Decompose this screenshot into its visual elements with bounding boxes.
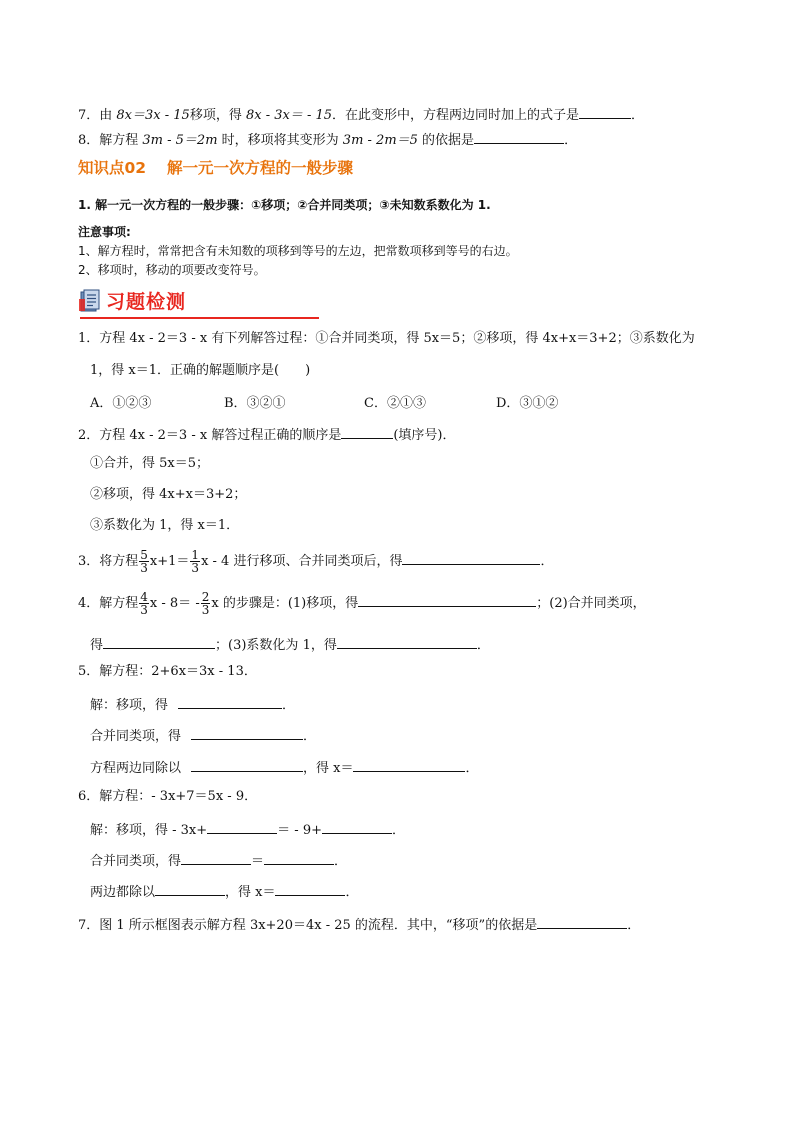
q1-option-d[interactable]: D．③①②: [496, 396, 559, 411]
knowledge-heading: 知识点02 解一元一次方程的一般步骤: [78, 159, 353, 177]
q5-text-l3b: ，得 x＝: [303, 761, 354, 776]
q6-line-3: [90, 881, 359, 902]
q6-title: 6．解方程：- 3x+7＝5x - 9．: [78, 789, 258, 804]
q4-f1-den: 3: [140, 603, 148, 617]
q7-text-b: 移项，得: [189, 108, 246, 123]
q2-step-1: ①合并，得 5x＝5；: [90, 456, 210, 471]
q6-text-l1a: 解：移项，得 - 3x+: [90, 823, 208, 838]
q8-text-c: 的依据是: [417, 133, 475, 148]
q6-text-l2a: 合并同类项，得: [90, 854, 182, 869]
q1-line-1: 1．方程 4x - 2＝3 - x 有下列解答过程：①合并同类项，得 5x＝5；②移项，得 4x+x＝3+2；③系数化为: [78, 331, 695, 346]
q6-blank-1[interactable]: [207, 819, 277, 834]
q1-option-a[interactable]: A．①②③: [90, 396, 152, 411]
q4-fraction-2: [201, 591, 211, 616]
q4-text-mid1: x - 8＝ -: [149, 596, 200, 611]
q3-end: ．: [540, 554, 554, 569]
q2-step-3: ③系数化为 1，得 x＝1．: [90, 518, 240, 533]
q4-text-mid2: x 的步骤是：(1)移项，得: [211, 596, 359, 611]
q4-fraction-1: [139, 591, 149, 616]
notes-title: 注意事项:: [78, 225, 131, 239]
q3-fraction-2: [190, 549, 200, 574]
q8-text-a: 8．解方程: [78, 133, 143, 148]
q6-text-l3a: 两边都除以: [90, 885, 156, 900]
q6-blank-2[interactable]: [322, 819, 392, 834]
q5-end-1: ．: [282, 698, 296, 713]
q6-text-l3b: ，得 x＝: [225, 885, 276, 900]
q6-blank-3[interactable]: [181, 850, 251, 865]
q4-f1-num: 4: [140, 590, 148, 604]
q6-blank-5[interactable]: [155, 881, 225, 896]
q5-end-3: ．: [465, 761, 479, 776]
q2-answer-blank[interactable]: [341, 424, 393, 439]
q5-line-3: [90, 757, 479, 778]
q4-blank-1[interactable]: [358, 592, 536, 607]
section-underline: [80, 317, 319, 319]
q5-text-l2: 合并同类项，得: [90, 729, 182, 744]
q7-answer-blank[interactable]: [537, 914, 627, 929]
q7-answer-blank[interactable]: [579, 104, 631, 119]
q5-text-l3a: 方程两边同除以: [90, 761, 182, 776]
q3-answer-blank[interactable]: [402, 550, 540, 565]
q1-option-b[interactable]: B．③②①: [224, 396, 286, 411]
q2-step-2: ②移项，得 4x+x＝3+2；: [90, 487, 247, 502]
q8-text-b: 时，移项将其变形为: [217, 133, 343, 148]
q4-f2-num: 2: [201, 590, 210, 604]
q3-f2-den: 3: [191, 561, 200, 575]
q5-line-2: [90, 725, 316, 746]
q3-f1-num: 5: [140, 548, 148, 562]
section-title: 习题检测: [106, 291, 187, 313]
q4-blank-2[interactable]: [103, 634, 215, 649]
q4-text-l2a: 得: [90, 638, 104, 653]
q1-option-c[interactable]: C．②①③: [364, 396, 426, 411]
q4-end: ．: [476, 638, 490, 653]
q6-end-3: ．: [345, 885, 359, 900]
q1-line-2: 1，得 x＝1．正确的解题顺序是( ): [90, 363, 311, 378]
q6-end-1: ．: [391, 823, 405, 838]
steps-line: [78, 196, 491, 214]
q7-text-a: 7．由: [78, 108, 117, 123]
note-2: 2、移项时，移动的项要改变符号。: [78, 263, 266, 277]
q8-equation-2: 3m - 2m＝5: [342, 133, 418, 148]
q6-text-l2b: ＝: [251, 854, 265, 869]
q3-f1-den: 3: [140, 561, 148, 575]
question-7-top: [78, 104, 644, 125]
q5-end-2: ．: [303, 729, 317, 744]
q5-blank-2[interactable]: [191, 725, 303, 740]
q7-end: ．: [627, 918, 641, 933]
q4-line-1: [78, 590, 646, 618]
q4-text-l2b: ；(3)系数化为 1，得: [215, 638, 337, 653]
note-1: 1、解方程时，常常把含有未知数的项移到等号的左边，把常数项移到等号的右边。: [78, 244, 518, 258]
q8-equation-1: 3m - 5＝2m: [142, 133, 218, 148]
q3-text-mid2: x - 4 进行移项、合并同类项后，得: [201, 554, 403, 569]
q8-end: ．: [564, 133, 578, 148]
q3-line: [78, 548, 553, 576]
q6-blank-4[interactable]: [264, 850, 334, 865]
q6-line-1: [90, 819, 405, 840]
steps-text: 1. 解一元一次方程的一般步骤：①移项；②合并同类项；③未知数系数化为 1.: [78, 198, 491, 212]
q3-f2-num: 1: [191, 548, 200, 562]
q4-line-2: [90, 634, 490, 655]
q3-fraction-1: [139, 549, 149, 574]
q7-line: [78, 914, 640, 935]
question-8-top: [78, 129, 577, 150]
q2-text-a: 2．方程 4x - 2＝3 - x 解答过程正确的顺序是: [78, 428, 342, 443]
q4-blank-3[interactable]: [337, 634, 477, 649]
q7-end: ．: [631, 108, 645, 123]
q3-text-pre: 3．将方程: [78, 554, 139, 569]
q6-blank-6[interactable]: [275, 881, 345, 896]
q8-answer-blank[interactable]: [474, 129, 564, 144]
q5-line-1: [90, 694, 295, 715]
q4-text-mid3: ；(2)合并同类项，: [536, 596, 646, 611]
q4-text-pre: 4．解方程: [78, 596, 139, 611]
q6-end-2: ．: [334, 854, 348, 869]
q4-f2-den: 3: [201, 603, 210, 617]
book-icon: [79, 289, 101, 313]
q2-line-1: [78, 424, 455, 445]
q3-text-mid1: x+1＝: [149, 554, 190, 569]
q5-blank-3[interactable]: [191, 757, 303, 772]
q7-equation-1: 8x＝3x - 15: [116, 108, 190, 123]
q6-line-2: [90, 850, 347, 871]
q5-title: 5．解方程：2+6x＝3x - 13．: [78, 664, 257, 679]
q7-equation-2: 8x - 3x＝ - 15: [245, 108, 333, 123]
q5-blank-4[interactable]: [353, 757, 465, 772]
q2-text-b: (填序号)．: [393, 428, 456, 443]
q5-text-l1: 解：移项，得: [90, 698, 169, 713]
q7-text-c: ．在此变形中，方程两边同时加上的式子是: [332, 108, 580, 123]
q7-text: 7．图 1 所示框图表示解方程 3x+20＝4x - 25 的流程．其中，“移项”的依据是: [78, 918, 538, 933]
q6-text-l1b: ＝ - 9+: [277, 823, 322, 838]
q5-blank-1[interactable]: [178, 694, 282, 709]
